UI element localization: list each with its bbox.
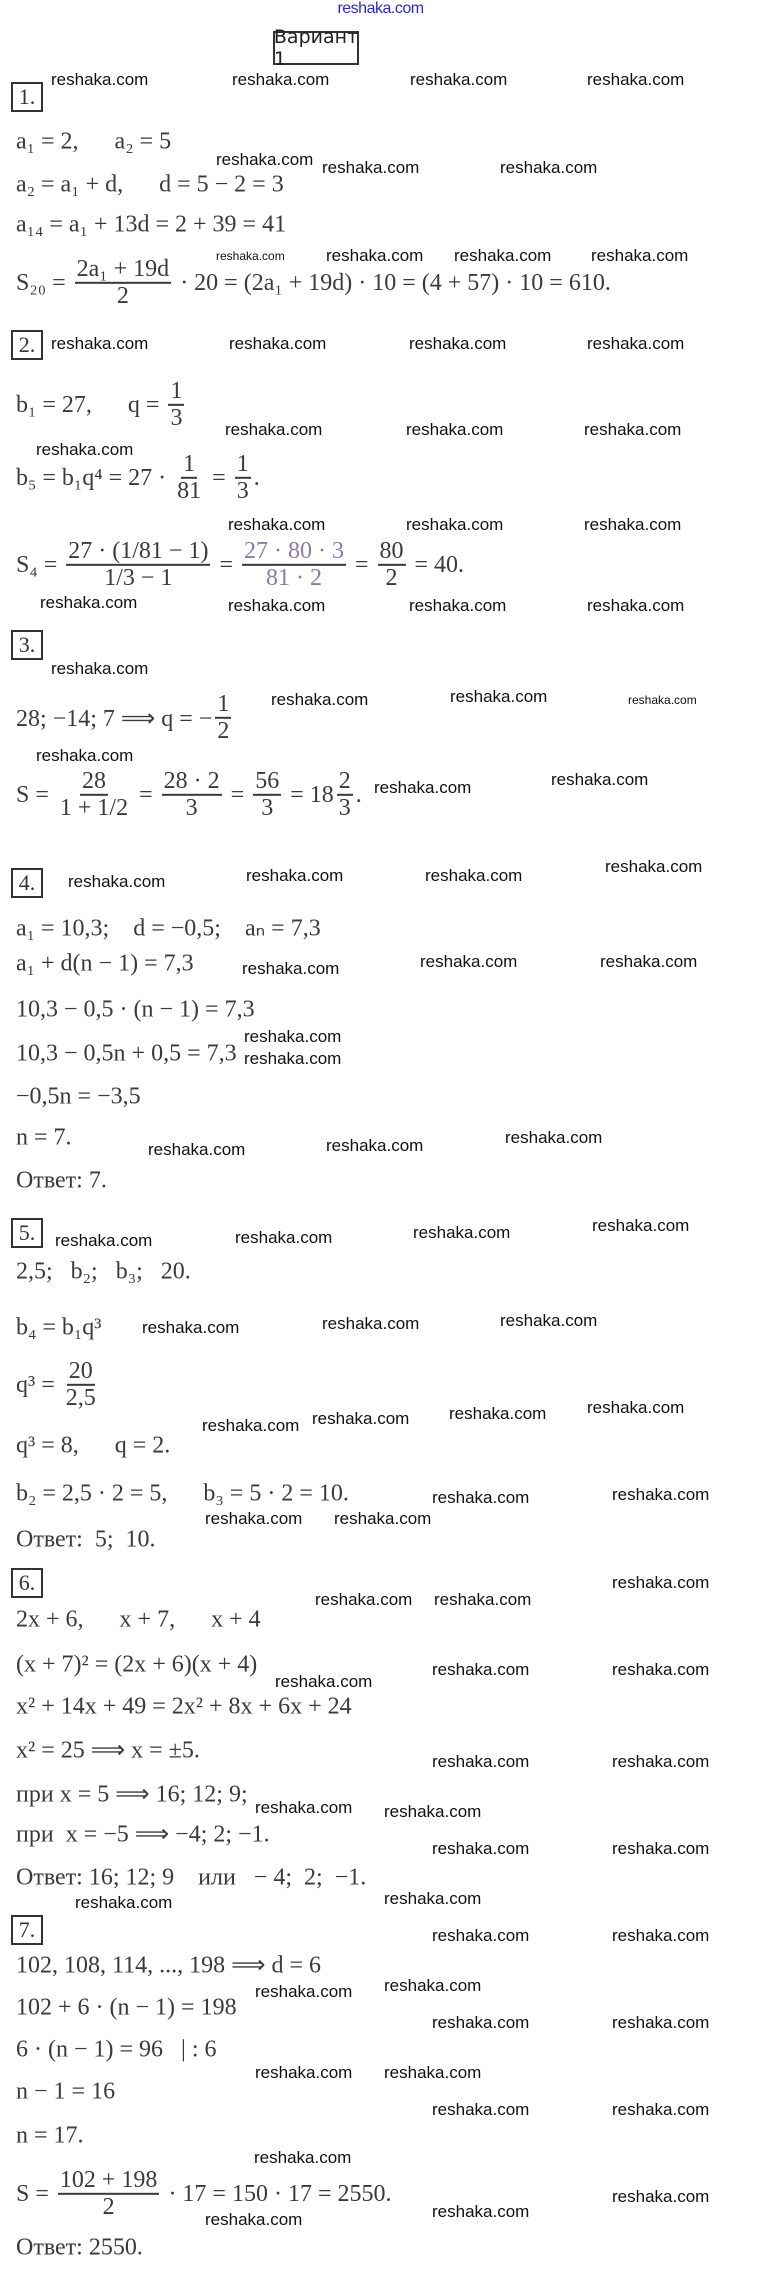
- math-text: b₁ = 27, q =: [16, 391, 166, 418]
- watermark: reshaka.com: [322, 158, 420, 177]
- math-line: [16, 1315, 101, 1342]
- math-line: [16, 2168, 392, 2220]
- math-text: n = 17.: [16, 2122, 84, 2149]
- problem-number: 3.: [11, 630, 43, 660]
- math-text: 2x + 6, x + 7, x + 4: [16, 1606, 261, 1633]
- watermark: reshaka.com: [432, 1752, 530, 1771]
- watermark: reshaka.com: [322, 1314, 420, 1333]
- math-line: [16, 2235, 143, 2262]
- watermark: reshaka.com: [612, 2013, 710, 2032]
- math-text: Ответ: 7.: [16, 1167, 107, 1194]
- fraction: [337, 769, 353, 821]
- watermark: reshaka.com: [216, 150, 314, 169]
- watermark: reshaka.com: [75, 1893, 173, 1912]
- watermark: reshaka.com: [432, 1926, 530, 1945]
- watermark: reshaka.com: [40, 593, 138, 612]
- watermark: reshaka.com: [584, 515, 682, 534]
- watermark: reshaka.com: [587, 1398, 685, 1417]
- numerator: 28 · 2: [162, 769, 222, 796]
- watermark: reshaka.com: [244, 1027, 342, 1046]
- math-text: = 40.: [408, 551, 465, 578]
- watermark: reshaka.com: [612, 1926, 710, 1945]
- math-text: .: [355, 781, 362, 808]
- watermark: reshaka.com: [406, 515, 504, 534]
- watermark: reshaka.com: [500, 1311, 598, 1330]
- watermark: reshaka.com: [612, 2100, 710, 2119]
- math-text: = 18: [284, 781, 334, 808]
- denominator: 3: [261, 795, 274, 821]
- math-text: =: [348, 551, 375, 578]
- math-text: Ответ: 5; 10.: [16, 1526, 156, 1553]
- watermark: reshaka.com: [551, 770, 649, 789]
- math-text: Ответ: 2550.: [16, 2234, 143, 2261]
- math-text: q³ = 8, q = 2.: [16, 1432, 171, 1459]
- watermark: reshaka.com: [449, 1404, 547, 1423]
- fraction: [168, 379, 184, 431]
- watermark: reshaka.com: [51, 334, 149, 353]
- math-line: [16, 769, 362, 821]
- watermark: reshaka.com: [334, 1509, 432, 1528]
- watermark: reshaka.com: [505, 1128, 603, 1147]
- watermark: reshaka.com: [216, 249, 285, 263]
- math-text: S =: [16, 2180, 55, 2207]
- numerator: 2: [337, 769, 353, 796]
- watermark: reshaka.com: [587, 334, 685, 353]
- watermark: reshaka.com: [584, 420, 682, 439]
- denominator: 2: [385, 565, 398, 591]
- watermark: reshaka.com: [148, 1140, 246, 1159]
- math-line: [16, 951, 194, 978]
- watermark: reshaka.com: [432, 1660, 530, 1679]
- numerator: 1: [168, 379, 184, 406]
- watermark: reshaka.com: [242, 959, 340, 978]
- watermark: reshaka.com: [51, 70, 149, 89]
- watermark: reshaka.com: [254, 2148, 352, 2167]
- watermark: reshaka.com: [628, 693, 697, 707]
- math-line: [16, 1951, 321, 1980]
- math-text: S₂₀ =: [16, 269, 72, 296]
- watermark: reshaka.com: [255, 1982, 353, 2001]
- watermark: reshaka.com: [587, 70, 685, 89]
- math-text: · 20 = (2a₁ + 19d) · 10 = (4 + 57) · 10 = 610.: [174, 269, 611, 296]
- denominator: 2: [217, 718, 230, 744]
- math-line: [16, 1694, 352, 1721]
- math-line: [16, 1259, 191, 1286]
- watermark: reshaka.com: [500, 158, 598, 177]
- numerator: 20: [67, 1359, 95, 1386]
- math-text: n − 1 = 16: [16, 2078, 116, 2105]
- numerator: 1: [215, 692, 231, 719]
- watermark: reshaka.com: [425, 866, 523, 885]
- math-line: [16, 997, 255, 1024]
- watermark: reshaka.com: [255, 2063, 353, 2082]
- watermark: reshaka.com: [434, 1590, 532, 1609]
- math-text: −0,5n = −3,5: [16, 1083, 141, 1110]
- watermark: reshaka.com: [275, 1672, 373, 1691]
- numerator: 56: [253, 769, 281, 796]
- watermark: reshaka.com: [202, 1416, 300, 1435]
- watermark: reshaka.com: [432, 1839, 530, 1858]
- site-link[interactable]: reshaka.com: [337, 0, 424, 17]
- watermark: reshaka.com: [591, 246, 689, 265]
- math-text: 102 + 6 · (n − 1) = 198: [16, 1994, 237, 2021]
- denominator: 2: [116, 283, 129, 309]
- math-text: a₁₄ = a₁ + 13d = 2 + 39 = 41: [16, 211, 287, 238]
- watermark: reshaka.com: [384, 1976, 482, 1995]
- numerator: 102 + 198: [58, 2168, 160, 2195]
- math-line: [16, 1865, 366, 1892]
- watermark: reshaka.com: [432, 2202, 530, 2221]
- numerator: 1: [235, 452, 251, 479]
- fraction: [253, 769, 281, 821]
- watermark: reshaka.com: [246, 866, 344, 885]
- numerator: 80: [378, 539, 406, 566]
- math-line: [16, 692, 234, 744]
- math-line: [16, 539, 464, 591]
- denominator: 81: [177, 478, 202, 504]
- math-text: a₁ + d(n − 1) = 7,3: [16, 950, 194, 977]
- math-text: S =: [16, 781, 55, 808]
- math-text: при x = 5 ⟹ 16; 12; 9;: [16, 1781, 248, 1808]
- math-line: [16, 212, 286, 239]
- math-line: [16, 1433, 170, 1460]
- watermark: reshaka.com: [384, 1889, 482, 1908]
- math-text: 102, 108, 114, ..., 198 ⟹ d = 6: [16, 1952, 322, 1979]
- problem-number: 4.: [11, 868, 43, 898]
- watermark: reshaka.com: [413, 1223, 511, 1242]
- math-text: b₄ = b₁q³: [16, 1314, 102, 1341]
- math-line: [16, 1084, 141, 1111]
- problem-number: 6.: [11, 1568, 43, 1598]
- watermark: reshaka.com: [612, 1485, 710, 1504]
- fraction: [75, 257, 172, 309]
- watermark: reshaka.com: [420, 952, 518, 971]
- watermark: reshaka.com: [36, 440, 134, 459]
- denominator: 1/3 − 1: [104, 565, 173, 591]
- fraction: [215, 692, 231, 744]
- problem-number: 7.: [11, 1915, 43, 1945]
- watermark: reshaka.com: [432, 2013, 530, 2032]
- math-line: [16, 2123, 84, 2150]
- watermark: reshaka.com: [409, 596, 507, 615]
- math-text: x² = 25 ⟹ x = ±5.: [16, 1737, 200, 1764]
- fraction: [378, 539, 406, 591]
- watermark: reshaka.com: [205, 1509, 303, 1528]
- watermark: reshaka.com: [612, 1660, 710, 1679]
- math-text: a₁ = 2, a₂ = 5: [16, 128, 172, 155]
- denominator: 3: [185, 795, 198, 821]
- math-text: .: [253, 464, 260, 491]
- math-line: [16, 1995, 237, 2022]
- watermark: reshaka.com: [432, 2100, 530, 2119]
- math-text: q³ =: [16, 1371, 61, 1398]
- fraction: [175, 452, 203, 504]
- fraction: [235, 452, 251, 504]
- watermark: reshaka.com: [612, 2187, 710, 2206]
- math-text: 6 · (n − 1) = 96 | : 6: [16, 2036, 217, 2063]
- fraction: [162, 769, 222, 821]
- watermark: reshaka.com: [409, 334, 507, 353]
- watermark: reshaka.com: [36, 746, 134, 765]
- math-text: =: [206, 464, 232, 491]
- watermark: reshaka.com: [315, 1590, 413, 1609]
- watermark: reshaka.com: [312, 1409, 410, 1428]
- watermark: reshaka.com: [587, 596, 685, 615]
- math-text: b₅ = b₁q⁴ = 27 ·: [16, 464, 173, 491]
- math-line: [16, 1041, 237, 1068]
- math-line: [16, 1168, 107, 1195]
- math-line: [16, 1359, 101, 1411]
- math-text: =: [213, 551, 239, 578]
- watermark: reshaka.com: [244, 1049, 342, 1068]
- watermark: reshaka.com: [326, 246, 424, 265]
- watermark: reshaka.com: [228, 515, 326, 534]
- watermark: reshaka.com: [384, 2063, 482, 2082]
- math-text: =: [133, 781, 159, 808]
- watermark: reshaka.com: [384, 1802, 482, 1821]
- math-text: 28; −14; 7 ⟹ q = −: [16, 705, 213, 732]
- numerator: 27 · (1/81 − 1): [66, 539, 210, 566]
- math-line: [16, 1780, 248, 1809]
- variant-title: Вариант 1: [273, 26, 359, 70]
- watermark: reshaka.com: [271, 690, 369, 709]
- math-line: [16, 172, 284, 199]
- fraction: [58, 769, 130, 821]
- math-line: [16, 129, 171, 156]
- problem-number: 5.: [11, 1218, 43, 1248]
- math-text: 2,5; b₂; b₃; 20.: [16, 1258, 191, 1285]
- math-text: a₁ = 10,3; d = −0,5; aₙ = 7,3: [16, 915, 321, 942]
- numerator: 1: [181, 452, 197, 479]
- watermark: reshaka.com: [229, 334, 327, 353]
- math-line: [16, 1607, 261, 1634]
- numerator: 28: [80, 769, 108, 796]
- watermark: reshaka.com: [612, 1752, 710, 1771]
- watermark: reshaka.com: [68, 872, 166, 891]
- fraction: [64, 1359, 98, 1411]
- numerator: 27 · 80 · 3: [242, 539, 346, 566]
- fraction: [66, 539, 210, 591]
- numerator: 2a₁ + 19d: [75, 257, 172, 284]
- watermark: reshaka.com: [232, 70, 330, 89]
- watermark: reshaka.com: [600, 952, 698, 971]
- fraction: [242, 539, 346, 591]
- math-text: 10,3 − 0,5n + 0,5 = 7,3: [16, 1040, 237, 1067]
- watermark: reshaka.com: [51, 659, 149, 678]
- math-line: [16, 1125, 72, 1152]
- math-line: [16, 2037, 217, 2064]
- math-text: x² + 14x + 49 = 2x² + 8x + 6x + 24: [16, 1693, 352, 1720]
- denominator: 2,5: [65, 1385, 96, 1411]
- watermark: reshaka.com: [142, 1318, 240, 1337]
- math-line: [16, 1527, 156, 1554]
- math-line: [16, 1820, 270, 1849]
- denominator: 2: [102, 2194, 115, 2220]
- watermark: reshaka.com: [225, 420, 323, 439]
- math-line: [16, 1481, 349, 1508]
- math-text: b₂ = 2,5 · 2 = 5, b₃ = 5 · 2 = 10.: [16, 1480, 349, 1507]
- watermark: reshaka.com: [235, 1228, 333, 1247]
- watermark: reshaka.com: [605, 857, 703, 876]
- watermark: reshaka.com: [454, 246, 552, 265]
- watermark: reshaka.com: [255, 1798, 353, 1817]
- math-text: 10,3 − 0,5 · (n − 1) = 7,3: [16, 996, 255, 1023]
- watermark: reshaka.com: [374, 778, 472, 797]
- denominator: 3: [236, 478, 249, 504]
- math-text: при x = −5 ⟹ −4; 2; −1.: [16, 1821, 270, 1848]
- problem-number: 2.: [11, 330, 43, 360]
- watermark: reshaka.com: [55, 1231, 153, 1250]
- watermark: reshaka.com: [205, 2210, 303, 2229]
- watermark: reshaka.com: [432, 1488, 530, 1507]
- math-line: [16, 914, 321, 943]
- watermark: reshaka.com: [326, 1136, 424, 1155]
- math-line: [16, 379, 187, 431]
- watermark: reshaka.com: [612, 1573, 710, 1592]
- watermark: reshaka.com: [450, 687, 548, 706]
- math-line: [16, 1652, 257, 1679]
- math-text: =: [224, 781, 251, 808]
- denominator: 81 · 2: [265, 565, 322, 591]
- denominator: 1 + 1/2: [59, 795, 129, 821]
- denominator: 3: [338, 795, 351, 821]
- math-text: Ответ: 16; 12; 9 или − 4; 2; −1.: [16, 1864, 367, 1891]
- problem-number: 1.: [11, 82, 43, 112]
- watermark: reshaka.com: [406, 420, 504, 439]
- watermark: reshaka.com: [592, 1216, 690, 1235]
- math-text: a₂ = a₁ + d, d = 5 − 2 = 3: [16, 171, 284, 198]
- watermark: reshaka.com: [612, 1839, 710, 1858]
- math-text: (x + 7)² = (2x + 6)(x + 4): [16, 1651, 258, 1678]
- watermark: reshaka.com: [410, 70, 508, 89]
- math-text: S₄ =: [16, 551, 64, 578]
- math-line: [16, 2079, 115, 2106]
- fraction: [58, 2168, 160, 2220]
- denominator: 3: [170, 405, 183, 431]
- watermark: reshaka.com: [228, 596, 326, 615]
- math-text: n = 7.: [16, 1124, 72, 1151]
- math-line: [16, 1736, 200, 1765]
- math-text: · 17 = 150 · 17 = 2550.: [162, 2180, 392, 2207]
